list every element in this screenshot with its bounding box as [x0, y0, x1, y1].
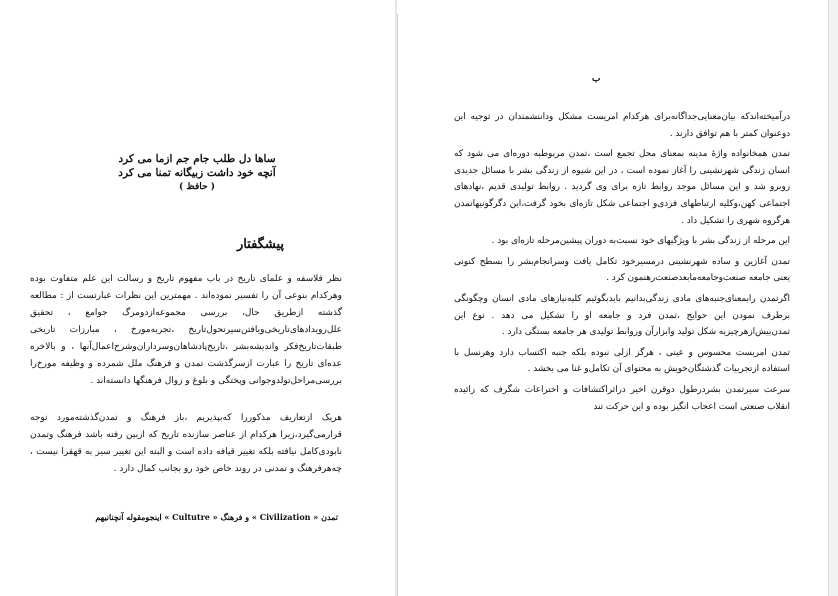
body-paragraph: تمدن همخانواده واژهٔ مدینه بمعنای محل تجمع است ،تمدن مربوطبه دوره‌ای می شود که انسان زندگی شهرنشینی را آغاز نموده است ، در این شیوه از زندگی بشر با مسائل جدیدی روبرو شد و این مسائل موجد روابط تازه برای وی گردید . روابط تولیدی قدیم ،نهادهای اجتماعی کهن،وکلیه ارتباطهای فردی‌و اجتماعی شکل تازه‌ای بخود گرفت،این دگرگونیها‌تمدن هرگروه شهری را تشکیل داد . — [454, 149, 790, 226]
body-paragraph: تمدن آغازین و ساده شهرنشینی درمسیرخود تکامل یافت وسرانجام‌بشر را بسطح کنونی یعنی جامعه صنعت‌وجامعه‌مابعدصنعت‌رهنمون کرد . — [454, 256, 790, 284]
poem-line-1: ساها دل طلب جام جم ازما می کرد — [118, 153, 276, 165]
poem-epigraph — [86, 152, 308, 194]
poem-attribution: ( حافظ ) — [179, 182, 215, 192]
page-heading: پیشگفتار — [236, 237, 284, 252]
body-paragraph: سرعت سیرتمدن بشردرطول دوقرن اخیر دراثراکتشافات و اختراعات شگرف که زائیده انقلاب صنعتی است اعجاب انگیز بوده و این حرکت تند — [454, 384, 790, 412]
footnote: تمدن « Civilization » و فرهنگ « Cultutre » اینجومقوله آنچنانیهم — [95, 512, 338, 522]
body-paragraph: تمدن امریست محسوس و عینی ، هرگز ازلی نبوده بلکه جنبه اکتساب دارد وهرنسل با استفاده ازتجربیات گذشتگان‌خویش به محتوای آن تکامل‌و غنا می بخشد . — [454, 347, 790, 375]
intro-paragraph-1: نظر فلاسفه و علمای تاریخ در باب مفهوم تاریخ و رسالت این علم متفاوت بوده وهرکدام بنوعی آن را تفسیر نموده‌اند . مهمترین این نظرات عبارتست از : مطالعه گذشته ازطریق حال، بررسی مجموعه‌ازدومرگ جوامع ، تحقیق علل‌رویدادهای‌تاریخی‌ویافتن‌سیرتحول‌تاریخ ،تجربه‌مورخ ، مبارزات تاریخی طبقات‌تاریخ‌فکر واندیشه‌بشر ،تاریخ‌پادشاهان‌وسرداران‌وشرح‌اعمال‌آنها ، و بالاخره عده‌ای تاریخ را عبارت ازسرگذشت تمدن و فرهنگ ملل شمرده و وظیفه مورخ‌را بررسی‌مراحل‌تولدوجوانی وپختگی و بلوغ و زوال فرهنگها دانسته‌اند . — [30, 274, 342, 386]
body-paragraph: درآمیخته‌اندکه بیان‌معنایی‌جداگانه‌برای هرکدام امریست مشکل وداننشمندان در توجیه این دوعنوان کمتر با هم توافق دارند . — [454, 112, 790, 139]
intro-paragraph-2: هریک ازتعاریف مذکوررا که‌بپذیریم ،باز فرهنگ و تمدن‌گذشته‌مورد توجه قرارمی‌گیرد،زیرا هرکدام از عناصر سازنده تاریخ که ازبین رفته باشد فرهنگ وتمدن نابودی‌کامل نیافته بلکه تغییر قیافه داده است و البته این تغییر سیر به قهقرا نیست ، چه‌هرفرهنگ و تمدنی در روند خاص خود رو بجانب کمال دارد . — [30, 413, 342, 474]
page-number-letter: ب — [592, 74, 601, 84]
right-page-body — [454, 109, 790, 419]
poem-line-2: آنچه خود داشت زبیگانه تمنا می کرد — [118, 167, 276, 179]
body-paragraph: اگرتمدن رابمعنای‌جنبه‌های مادی زندگی‌بدانیم بایدبگوئیم کلیه‌نیازهای مادی انسان وچگونگی برطرف نمودن این حوایج ،تمدن فرد و جامعه او را تشکیل می دهد . نوع این تمدن‌بیش‌ازهرچیزبه شکل تولید وابزارآن ‌وروابط تولیدی هر جامعه بستگی دارد . — [454, 293, 790, 338]
right-page — [398, 14, 828, 596]
body-paragraph: این مرحله از زندگی بشر با ویژگیهای خود نسبت‌به دوران پیشین‌مرحله تازه‌ای بود . — [491, 236, 790, 247]
page-gutter — [395, 0, 397, 596]
viewer-scroll-edge[interactable] — [828, 0, 838, 596]
left-page — [0, 0, 396, 596]
